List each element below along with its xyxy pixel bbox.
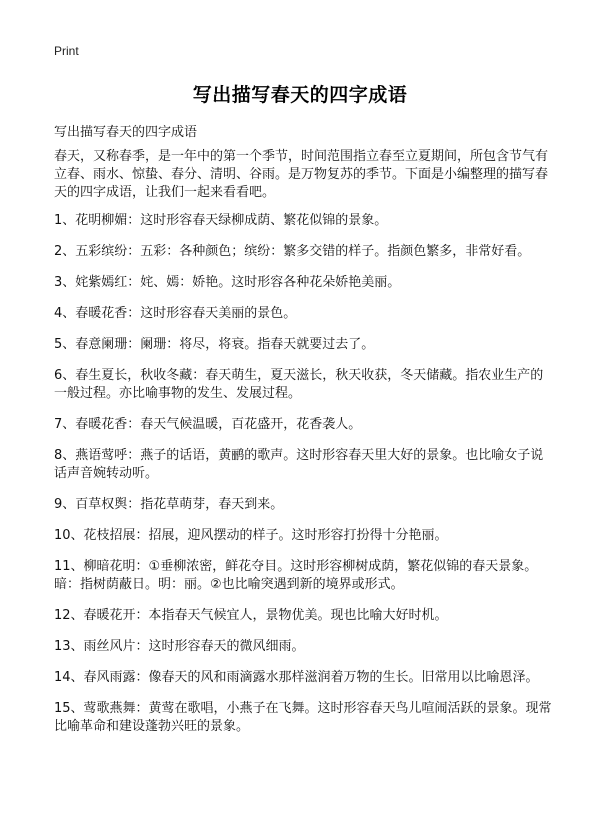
list-item: 14、春风雨露：像春天的风和雨滴露水那样滋润着万物的生长。旧常用以比喻恩泽。	[54, 670, 539, 685]
list-item: 13、雨丝风片：这时形容春天的微风细雨。	[54, 639, 305, 654]
intro-paragraph: 春天，又称春季，是一年中的第一个季节，时间范围指立春至立夏期间，所包含节气有立春、雨水、惊蛰、春分、清明、谷雨。是万物复苏的季节。下面是小编整理的描写春天的四字成语，让我们一起来看看吧。	[54, 149, 549, 200]
list-item: 10、花枝招展：招展，迎风摆动的样子。这时形容打扮得十分艳丽。	[54, 528, 448, 543]
list-item: 6、春生夏长，秋收冬藏：春天萌生，夏天滋长，秋天收获，冬天储藏。指农业生产的一般过程。亦比喻事物的发生、发展过程。	[54, 368, 544, 401]
list-item: 1、花明柳媚：这时形容春天绿柳成荫、繁花似锦的景象。	[54, 213, 388, 228]
list-item: 4、春暖花香：这时形容春天美丽的景色。	[54, 306, 297, 321]
list-item: 9、百草权舆：指花草萌芽，春天到来。	[54, 497, 284, 512]
print-link[interactable]: Print	[54, 44, 79, 58]
list-item: 8、燕语莺呼：燕子的话语，黄鹂的歌声。这时形容春天里大好的景象。也比喻女子说话声音婉转动听。	[54, 448, 544, 481]
article-subtitle: 写出描写春天的四字成语	[54, 125, 198, 140]
list-item: 3、姹紫嫣红：姹、嫣：娇艳。这时形容各种花朵娇艳美丽。	[54, 275, 401, 290]
list-item: 2、五彩缤纷：五彩：各种颜色；缤纷：繁多交错的样子。指颜色繁多，非常好看。	[54, 244, 531, 259]
list-item: 11、柳暗花明：①垂柳浓密，鲜花夺目。这时形容柳树成荫，繁花似锦的春天景象。暗：指树荫蔽日。明：丽。②也比喻突遇到新的境界或形式。	[54, 559, 538, 592]
list-item: 7、春暖花香：春天气候温暖，百花盛开，花香袭人。	[54, 417, 362, 432]
page-title: 写出描写春天的四字成语	[192, 84, 408, 106]
idiom-list	[54, 212, 554, 749]
list-item: 15、莺歌燕舞：黄莺在歌唱，小燕子在飞舞。这时形容春天鸟儿喧闹活跃的景象。现常比喻革命和建设蓬勃兴旺的景象。	[54, 701, 552, 734]
list-item: 5、春意阑珊：阑珊：将尽，将衰。指春天就要过去了。	[54, 337, 375, 352]
list-item: 12、春暖花开：本指春天气候宜人，景物优美。现也比喻大好时机。	[54, 608, 448, 623]
